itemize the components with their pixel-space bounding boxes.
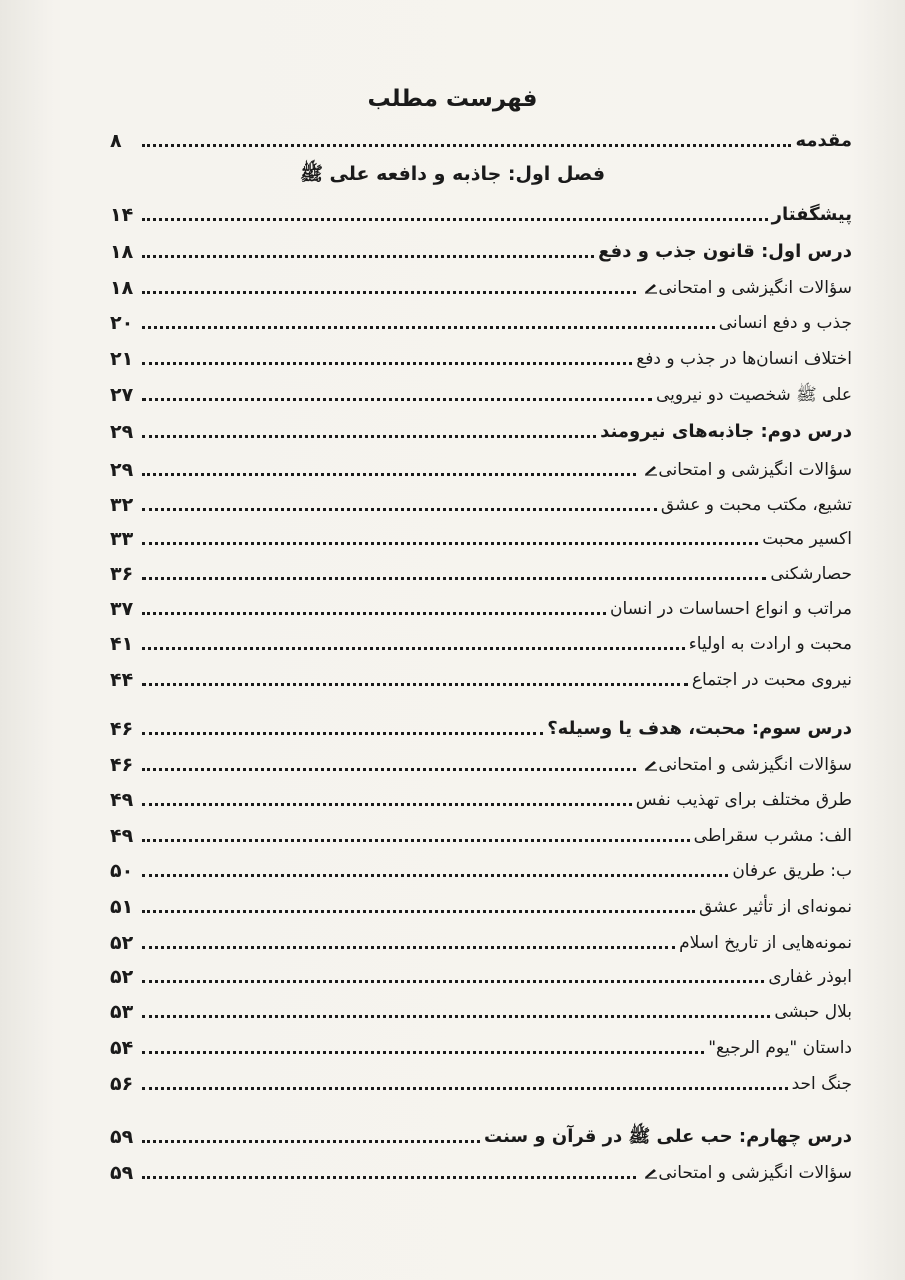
toc-entry-text: نمونه‌هایی از تاریخ اسلام — [679, 933, 852, 953]
toc-entry — [110, 486, 852, 516]
toc-page-number: ۵۳ — [110, 1001, 134, 1023]
toc-entry-label — [656, 384, 852, 406]
toc-page-number: ۴۹ — [110, 789, 134, 811]
toc-page-number: ۳۳ — [110, 528, 134, 550]
pencil-icon — [644, 464, 658, 476]
toc-entry — [110, 122, 852, 152]
toc-entry-text: جذب و دفع انسانی — [718, 313, 852, 333]
toc-page-number: ۳۶ — [110, 563, 134, 585]
toc-entry-label — [610, 598, 852, 620]
toc-entry-label — [732, 860, 852, 882]
toc-entry — [110, 304, 852, 334]
dot-leader — [142, 612, 606, 615]
toc-entry — [110, 376, 852, 406]
toc-entry-label — [640, 277, 852, 299]
toc-entry-text: محبت و ارادت به اولیاء — [688, 634, 852, 654]
toc-entry — [110, 781, 852, 811]
toc-page-number: ۴۶ — [110, 754, 134, 776]
dot-leader — [142, 1087, 788, 1090]
toc-page-number: ۲۹ — [110, 459, 134, 481]
toc-entry-label — [774, 1001, 852, 1023]
toc-page-number: ۵۲ — [110, 932, 134, 954]
toc-entry — [110, 993, 852, 1023]
toc-entry — [110, 746, 852, 776]
toc-entry — [110, 1154, 852, 1184]
toc-entry-label — [762, 528, 852, 550]
toc-entry-label — [770, 563, 852, 585]
toc-entry-label — [640, 1162, 852, 1184]
toc-entry-label — [636, 789, 852, 811]
toc-entry-text: تشیع، مکتب محبت و عشق — [660, 495, 852, 515]
toc-entry — [110, 590, 852, 620]
toc-entry-text: پیشگفتار — [771, 204, 852, 225]
dot-leader — [142, 326, 715, 329]
toc-entry-text: درس سوم: محبت، هدف یا وسیله؟ — [547, 718, 852, 739]
toc-page-number: ۵۴ — [110, 1037, 134, 1059]
toc-entry-label — [547, 718, 852, 740]
toc-entry-text: ابوذر غفاری — [768, 967, 852, 987]
chapter-heading: فصل اول: جاذبه و دافعه علی ﷺ — [299, 163, 606, 185]
toc-entry — [110, 661, 852, 691]
toc-entry-text: سؤالات انگیزشی و امتحانی — [658, 1163, 852, 1183]
toc-entry — [110, 1065, 852, 1095]
toc-entry-text: نمونه‌ای از تأثیر عشق — [699, 897, 852, 917]
toc-page-number: ۱۴ — [110, 204, 134, 226]
toc-entry-label — [719, 312, 852, 334]
dot-leader — [142, 683, 688, 686]
dot-leader — [142, 218, 768, 221]
toc-entry-label — [640, 459, 852, 481]
toc-entry-text: حصارشکنی — [770, 564, 852, 584]
toc-entry — [110, 625, 852, 655]
dot-leader — [142, 1176, 636, 1179]
dot-leader — [142, 473, 636, 476]
toc-entry-text: درس چهارم: حب علی ﷺ در قرآن و سنت — [484, 1126, 852, 1147]
toc-entry-label — [708, 1037, 852, 1059]
toc-entry-label — [772, 204, 852, 226]
toc-entry-label — [636, 348, 852, 370]
toc-page-number: ۵۱ — [110, 896, 134, 918]
toc-entry-text: جنگ احد — [791, 1074, 852, 1094]
dot-leader — [142, 647, 685, 650]
toc-entry-label — [699, 896, 852, 918]
dot-leader — [142, 1015, 770, 1018]
dot-leader — [142, 291, 636, 294]
toc-page-number: ۵۹ — [110, 1162, 134, 1184]
toc-page-number: ۴۶ — [110, 718, 134, 740]
dot-leader — [142, 1051, 704, 1054]
toc-entry-text: مقدمه — [795, 130, 852, 151]
toc-page-number: ۵۶ — [110, 1073, 134, 1095]
dot-leader — [142, 874, 728, 877]
dot-leader — [142, 1140, 480, 1143]
toc-page-number: ۳۷ — [110, 598, 134, 620]
dot-leader — [142, 980, 764, 983]
toc-entry-text: سؤالات انگیزشی و امتحانی — [658, 460, 852, 480]
pencil-icon — [644, 282, 658, 294]
toc-entry-label — [692, 669, 852, 691]
toc-page-number: ۳۲ — [110, 494, 134, 516]
toc-entry — [110, 340, 852, 370]
toc-entry-label — [795, 130, 852, 152]
toc-entry-label — [694, 825, 852, 847]
pencil-icon — [644, 1167, 658, 1179]
dot-leader — [142, 910, 695, 913]
toc-entry — [110, 196, 852, 226]
toc-entry — [110, 817, 852, 847]
dot-leader — [142, 542, 758, 545]
toc-entry-label — [679, 932, 852, 954]
dot-leader — [142, 435, 596, 438]
toc-entry — [110, 888, 852, 918]
toc-entry — [110, 1029, 852, 1059]
dot-leader — [142, 803, 632, 806]
toc-page-number: ۸ — [110, 130, 122, 152]
toc-entry-text: سؤالات انگیزشی و امتحانی — [658, 755, 852, 775]
toc-page-number: ۴۴ — [110, 669, 134, 691]
toc-page-number: ۲۱ — [110, 348, 134, 370]
dot-leader — [142, 255, 594, 258]
dot-leader — [142, 144, 791, 147]
toc-entry-label — [598, 241, 852, 263]
toc-entry — [110, 520, 852, 550]
toc-entry — [110, 852, 852, 882]
dot-leader — [142, 839, 690, 842]
toc-entry — [110, 555, 852, 585]
toc-page-number: ۲۰ — [110, 312, 134, 334]
toc-page-number: ۴۱ — [110, 633, 134, 655]
dot-leader — [142, 732, 543, 735]
toc-entry-text: اکسیر محبت — [762, 529, 852, 549]
toc-entry-label — [792, 1073, 852, 1095]
toc-entry — [110, 269, 852, 299]
toc-page-number: ۱۸ — [110, 241, 134, 263]
toc-entry-text: داستان "یوم الرجیع" — [708, 1038, 852, 1058]
dot-leader — [142, 362, 632, 365]
toc-entry-label — [640, 754, 852, 776]
toc-page-number: ۵۹ — [110, 1126, 134, 1148]
toc-entry-label — [661, 494, 852, 516]
toc-entry-text: درس اول: قانون جذب و دفع — [598, 241, 852, 262]
toc-page-number: ۵۲ — [110, 966, 134, 988]
toc-page-number: ۵۰ — [110, 860, 134, 882]
toc-entry — [110, 1118, 852, 1148]
toc-entry-text: درس دوم: جاذبه‌های نیرومند — [600, 421, 852, 442]
toc-entry — [110, 233, 852, 263]
toc-page-number: ۱۸ — [110, 277, 134, 299]
toc-entry-label — [768, 966, 852, 988]
dot-leader — [142, 398, 652, 401]
toc-entry-label — [689, 633, 852, 655]
dot-leader — [142, 508, 657, 511]
page-title: فهرست مطلب — [367, 86, 538, 112]
toc-entry-text: ب: طریق عرفان — [732, 861, 852, 881]
toc-entry — [110, 413, 852, 443]
dot-leader — [142, 946, 675, 949]
toc-page-number: ۲۷ — [110, 384, 134, 406]
toc-entry-text: بلال حبشی — [774, 1002, 852, 1022]
pencil-icon — [644, 759, 658, 771]
dot-leader — [142, 768, 636, 771]
toc-entry-text: سؤالات انگیزشی و امتحانی — [658, 278, 852, 298]
toc-entry-text: طرق مختلف برای تهذیب نفس — [635, 790, 852, 810]
toc-entry-text: نیروی محبت در اجتماع — [691, 670, 852, 690]
toc-entry-label — [484, 1126, 852, 1148]
toc-entry-label — [600, 421, 852, 443]
toc-entry — [110, 924, 852, 954]
toc-entry — [110, 710, 852, 740]
toc-entry — [110, 958, 852, 988]
toc-page-number: ۴۹ — [110, 825, 134, 847]
toc-page-number: ۲۹ — [110, 421, 134, 443]
toc-entry-text: الف: مشرب سقراطی — [693, 826, 852, 846]
dot-leader — [142, 577, 766, 580]
toc-entry — [110, 451, 852, 481]
toc-entry-text: علی ﷺ شخصیت دو نیرویی — [655, 385, 852, 405]
toc-entry-text: اختلاف انسان‌ها در جذب و دفع — [636, 349, 852, 369]
toc-entry-text: مراتب و انواع احساسات در انسان — [609, 599, 852, 619]
